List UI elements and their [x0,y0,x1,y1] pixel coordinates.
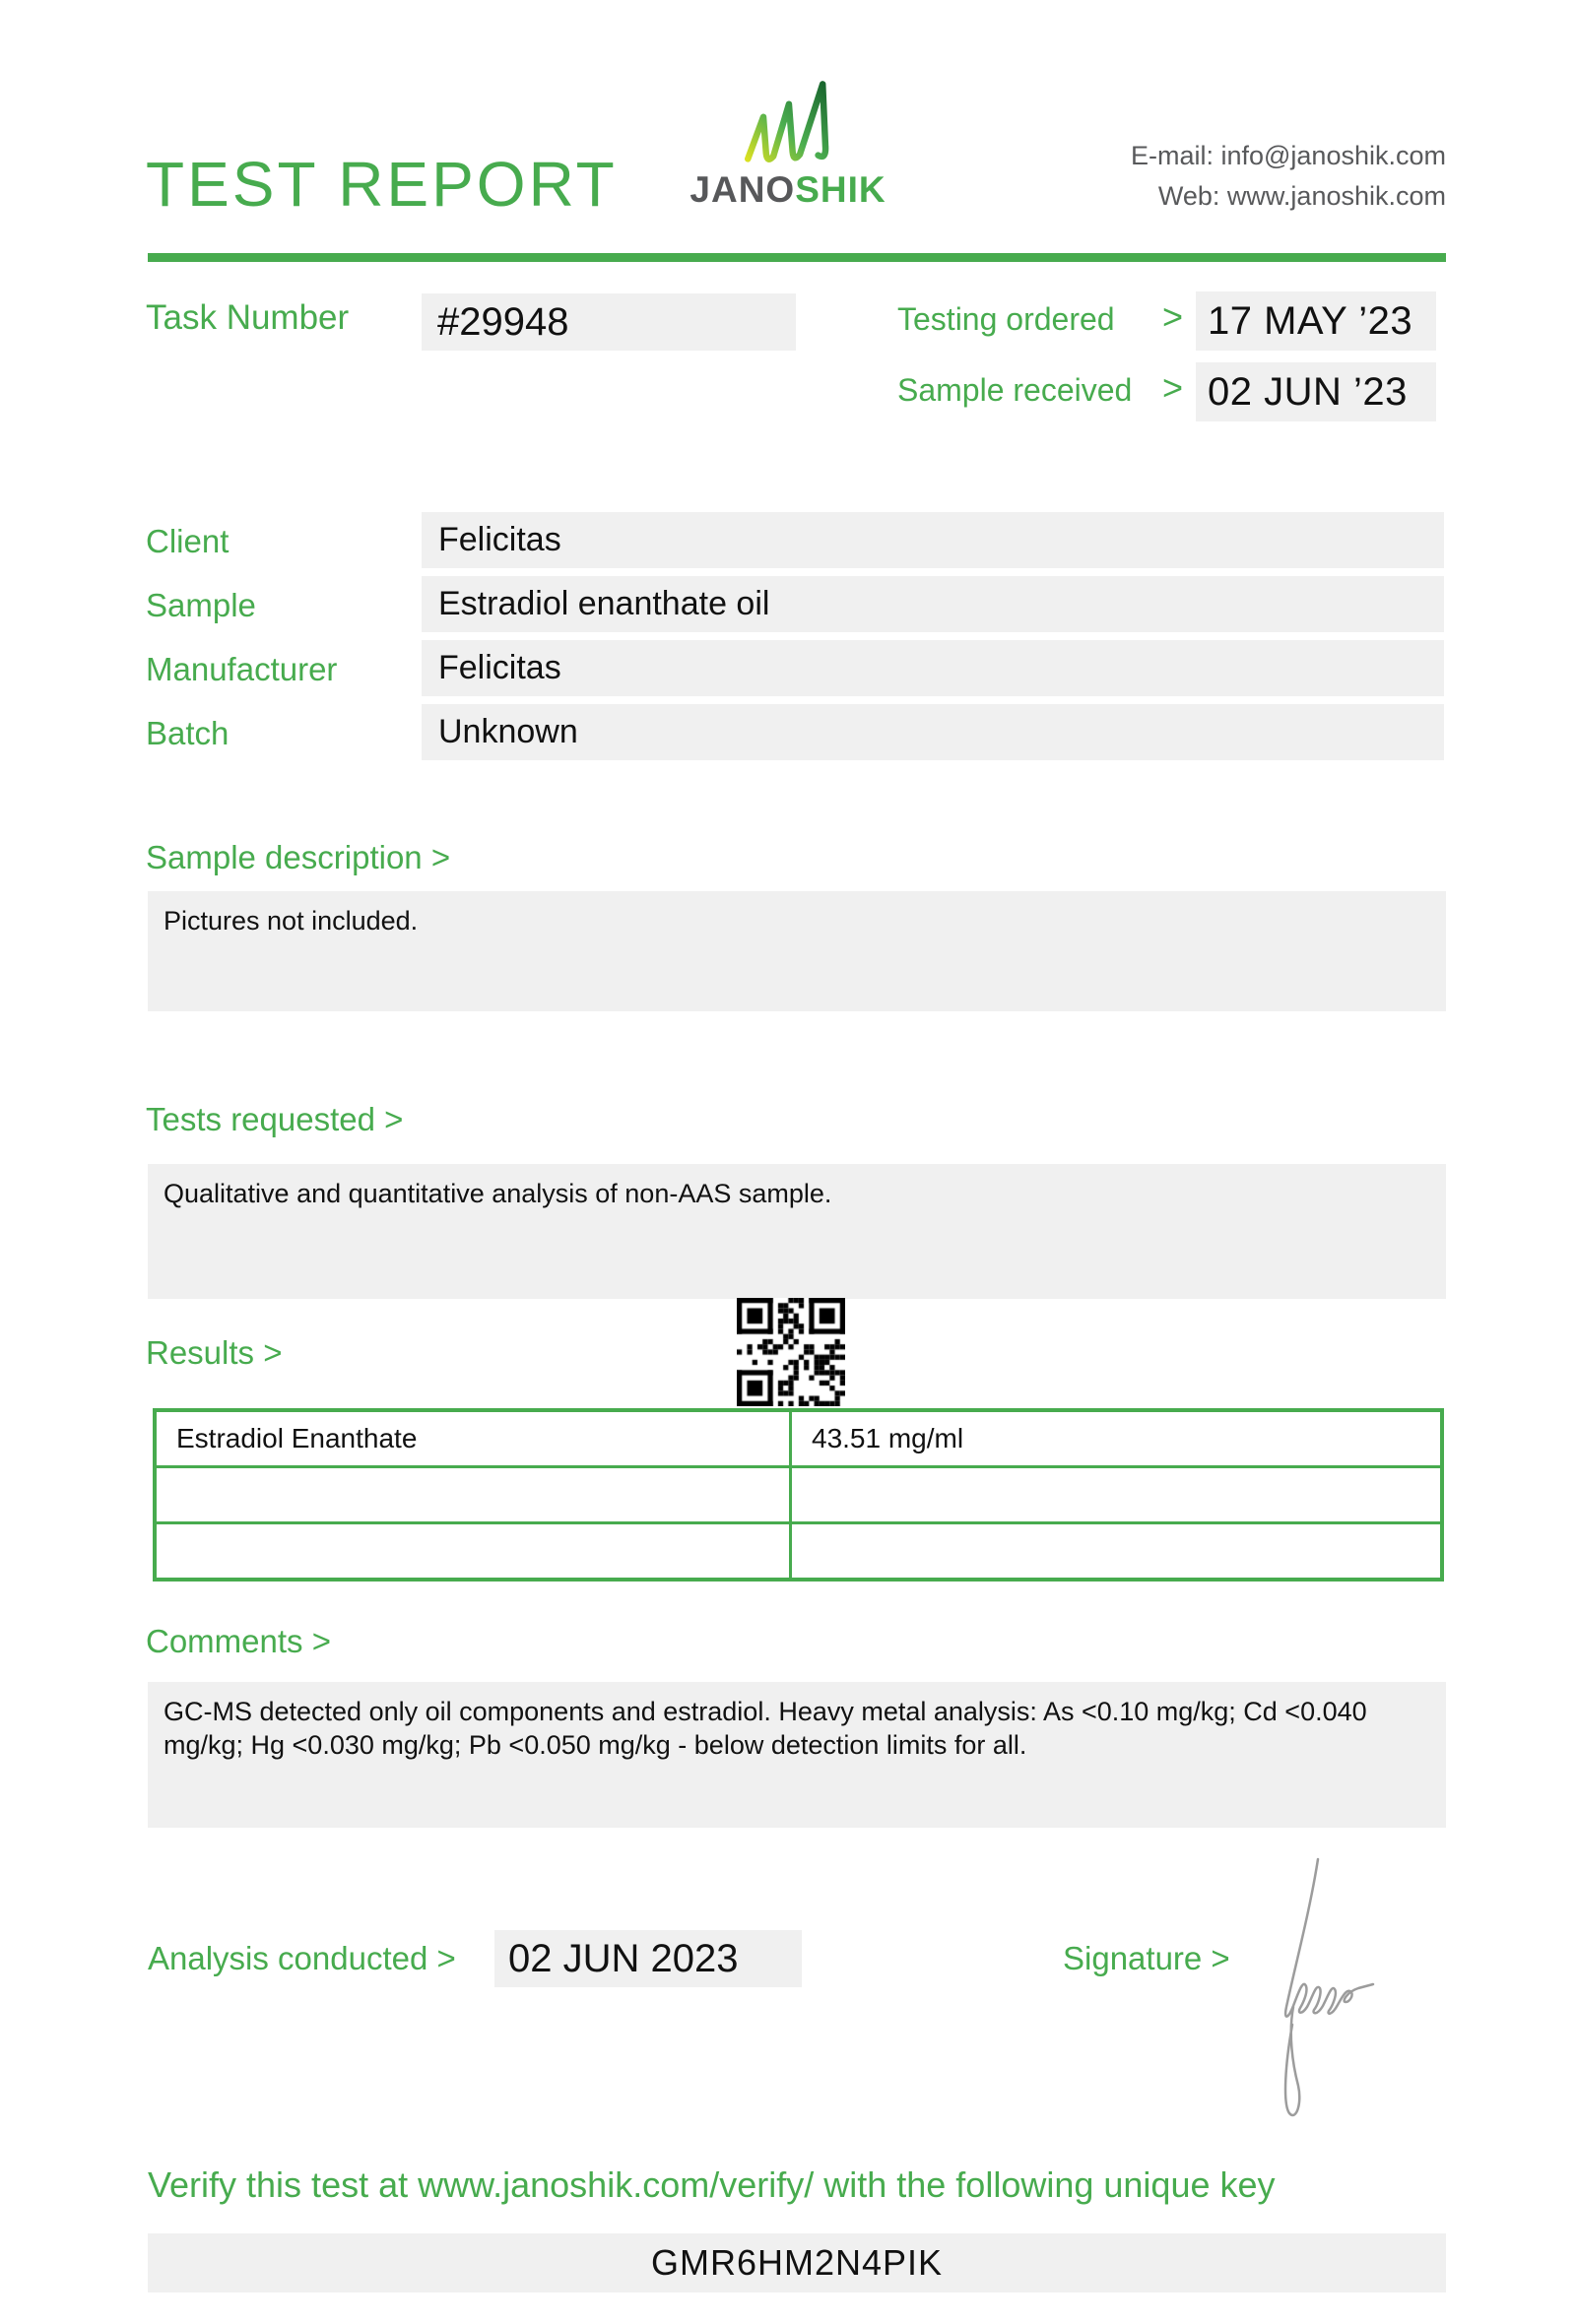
comments-text: GC-MS detected only oil components and estradiol. Heavy metal analysis: As <0.10 mg/kg; Cd <0.040 mg/kg; Hg <0.030 mg/kg; Pb <0.050 mg/kg - below detection limits for all. [164,1697,1367,1760]
header-divider [148,253,1446,262]
batch-value-box [422,704,1444,760]
sample-value-box [422,576,1444,632]
chart-growth-icon [741,77,835,163]
task-number-box [422,293,796,351]
tests-requested-box [148,1164,1446,1299]
table-row [155,1410,1442,1467]
result-substance-cell [155,1467,791,1523]
page-title: TEST REPORT [146,149,618,220]
qr-code [737,1298,845,1406]
chevron-right-icon: > [1162,296,1184,337]
manufacturer-value-box [422,640,1444,696]
logo-text-green: SHIK [795,169,886,210]
batch-label: Batch [146,715,230,751]
sample-received-label: Sample received [897,372,1133,408]
comments-box [148,1682,1446,1828]
manufacturer-value: Felicitas [438,649,561,686]
logo [678,77,898,211]
task-number-value: #29948 [437,300,569,344]
testing-ordered-label: Testing ordered [897,301,1115,337]
contact-web: Web: www.janoshik.com [1157,181,1446,211]
sample-received-box [1196,362,1436,421]
logo-text-dark: JANO [690,169,796,210]
contact-email: E-mail: info@janoshik.com [1130,141,1446,170]
table-row [155,1523,1442,1581]
table-row [155,1467,1442,1523]
handwritten-signature [1271,1851,1399,2137]
sample-description-text: Pictures not included. [164,906,419,936]
unique-key-value: GMR6HM2N4PIK [650,2242,944,2283]
chevron-right-icon: > [1162,367,1184,408]
manufacturer-label: Manufacturer [146,651,338,687]
sample-label: Sample [146,587,256,623]
client-label: Client [146,523,230,559]
logo-wordmark [678,169,898,211]
comments-heading: Comments > [146,1623,331,1659]
contact-block [1131,136,1446,217]
tests-requested-heading: Tests requested > [146,1101,404,1137]
sample-received-value: 02 JUN ’23 [1208,370,1408,414]
result-substance-cell: Estradiol Enanthate [155,1410,791,1467]
testing-ordered-box [1196,291,1436,351]
task-number-label: Task Number [146,298,350,337]
analysis-date-box [494,1930,802,1987]
result-value-cell [791,1467,1443,1523]
signature-label: Signature > [1063,1940,1230,1976]
tests-requested-text: Qualitative and quantitative analysis of non-AAS sample. [164,1179,832,1208]
result-substance-cell [155,1523,791,1581]
results-table [153,1408,1444,1582]
analysis-date-value: 02 JUN 2023 [508,1937,739,1980]
testing-ordered-value: 17 MAY ’23 [1208,299,1413,343]
sample-description-box [148,891,1446,1011]
result-value-cell: 43.51 mg/ml [791,1410,1443,1467]
sample-value: Estradiol enanthate oil [438,585,770,622]
batch-value: Unknown [438,713,578,750]
client-value-box [422,512,1444,568]
results-heading: Results > [146,1334,283,1371]
analysis-conducted-label: Analysis conducted > [148,1940,456,1976]
unique-key-box [148,2233,1446,2292]
verify-instruction: Verify this test at www.janoshik.com/verify/ with the following unique key [148,2164,1276,2205]
result-value-cell [791,1523,1443,1581]
sample-description-heading: Sample description > [146,839,451,875]
client-value: Felicitas [438,521,561,558]
